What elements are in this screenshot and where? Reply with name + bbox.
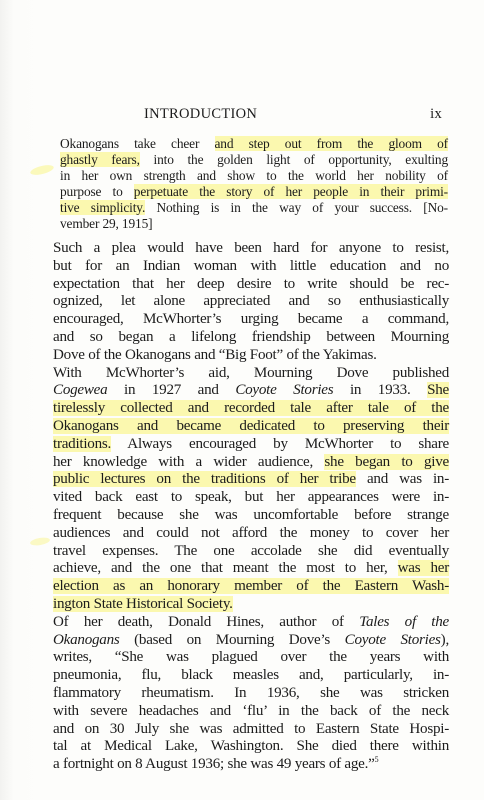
text-run: in 1927 and: [107, 382, 236, 399]
text-run: expectation that her deep desire to write should be rec-: [53, 275, 449, 292]
page-number: ix: [430, 106, 442, 122]
text-run: but for an Indian woman with little education and no: [53, 257, 449, 274]
text-run: tal at Medical Lake, Washington. She died there within: [53, 738, 449, 755]
highlighted-text: she began to give: [324, 453, 449, 470]
highlighted-text: public lectures on the traditions of her tribe: [53, 471, 356, 488]
text-run: and on 30 July she was admitted to Eastern State Hospi-: [53, 720, 449, 737]
text-run: Tales of the: [359, 613, 449, 630]
highlighter-mark: [30, 536, 51, 546]
block-quote: [60, 136, 448, 231]
text-line: [53, 685, 449, 703]
text-line: [53, 454, 449, 472]
text-run: With McWhorter’s aid, Mourning Dove published: [53, 364, 449, 381]
text-line: [53, 560, 449, 578]
text-line: [53, 614, 449, 632]
text-line: [53, 240, 449, 258]
highlighted-text: She: [427, 382, 449, 399]
text-line: [53, 329, 449, 347]
text-run: Okanogans take cheer: [60, 136, 215, 151]
text-run: writes, “She was plagued over the years with: [53, 649, 449, 666]
text-line: [53, 649, 449, 667]
footnote-marker: 5: [374, 755, 379, 765]
text-line: [53, 276, 449, 294]
text-run: into the golden light of opportunity, exulting: [139, 151, 448, 167]
highlighted-text: ghastly fears,: [60, 151, 140, 167]
text-run: her knowledge with a wider audience,: [53, 453, 325, 470]
text-run: frequent because she was uncomfortable before strange: [53, 506, 449, 523]
text-line: [53, 418, 449, 436]
text-line: [53, 258, 449, 276]
text-run: and was in-: [355, 471, 449, 488]
text-run: Nothing is in the way of your success. [No-: [145, 199, 448, 215]
text-run: flammatory rheumatism. In 1936, she was stricken: [53, 684, 449, 701]
text-run: achieve, and the one that meant the most to her,: [53, 560, 398, 577]
text-line: [53, 489, 449, 507]
text-line: [60, 184, 448, 200]
text-line: [53, 578, 449, 596]
text-line: [53, 365, 449, 383]
text-run: in 1933.: [333, 382, 428, 399]
text-line: [53, 471, 449, 489]
text-line: [53, 400, 449, 418]
text-line: [53, 738, 449, 756]
text-line: [60, 136, 448, 152]
highlighted-text: tive simplicity.: [60, 199, 146, 215]
highlighted-text: Okanogans and became dedicated to preserving their: [53, 417, 449, 434]
text-run: purpose to: [60, 183, 134, 199]
text-line: [60, 152, 448, 168]
text-line: [53, 382, 449, 400]
text-line: [53, 293, 449, 311]
text-line: [53, 632, 449, 650]
text-line: [60, 168, 448, 184]
highlighted-text: perpetuate the story of her people in their primi-: [133, 183, 448, 199]
text-run: vember 29, 1915]: [60, 215, 153, 231]
highlighted-text: election as an honorary member of the Eastern Wash-: [53, 578, 449, 595]
text-line: [53, 596, 449, 614]
text-line: [53, 311, 449, 329]
text-run: audiences and could not afford the money to cover her: [53, 524, 449, 541]
highlighted-text: tirelessly collected and recorded tale after tale of the: [53, 400, 449, 417]
highlighted-text: was her: [397, 560, 449, 577]
text-line: [53, 347, 449, 365]
text-run: in her own strength and show to the world her nobility of: [60, 167, 448, 183]
text-run: Coyote Stories: [344, 631, 441, 648]
text-run: vited back east to speak, but her appearances were in-: [53, 489, 449, 506]
text-run: a fortnight on 8 August 1936; she was 49 years of age.”: [53, 756, 375, 773]
highlighted-text: ington State Historical Society.: [53, 595, 233, 612]
text-line: [53, 703, 449, 721]
text-run: Okanogans: [53, 631, 120, 648]
text-line: [53, 525, 449, 543]
text-run: Such a plea would have been hard for anyone to resist,: [53, 240, 449, 256]
chapter-title: INTRODUCTION: [144, 106, 258, 122]
text-run: encouraged, McWhorter’s urging became a command,: [53, 311, 449, 328]
text-line: [53, 507, 449, 525]
text-run: Of her death, Donald Hines, author of: [53, 613, 360, 630]
text-run: Dove of the Okanogans and “Big Foot” of the Yakimas.: [53, 346, 377, 363]
text-run: (based on Mourning Dove’s: [119, 631, 345, 648]
text-run: with severe headaches and ‘flu’ in the back of the neck: [53, 702, 449, 719]
text-run: Always encouraged by McWhorter to share: [111, 435, 449, 452]
running-header: [144, 106, 442, 126]
highlighted-text: traditions.: [53, 435, 112, 452]
text-line: [53, 667, 449, 685]
highlighted-text: and step out from the gloom of: [214, 136, 448, 151]
text-run: Cogewea: [53, 382, 108, 399]
text-run: Coyote Stories: [235, 382, 334, 399]
text-line: [53, 721, 449, 739]
text-line: [60, 200, 448, 216]
text-run: and so began a lifelong friendship between Mourning: [53, 328, 449, 345]
text-line: [60, 216, 448, 232]
text-line: [53, 756, 449, 774]
body-text: [53, 240, 449, 774]
text-line: [53, 436, 449, 454]
text-run: ),: [440, 631, 449, 648]
text-run: travel expenses. The one accolade she did eventually: [53, 542, 449, 559]
text-run: ognized, let alone appreciated and so enthusiastically: [53, 293, 449, 310]
highlighter-mark: [29, 163, 54, 177]
text-run: pneumonia, flu, black measles and, particularly, in-: [53, 667, 449, 684]
text-line: [53, 543, 449, 561]
